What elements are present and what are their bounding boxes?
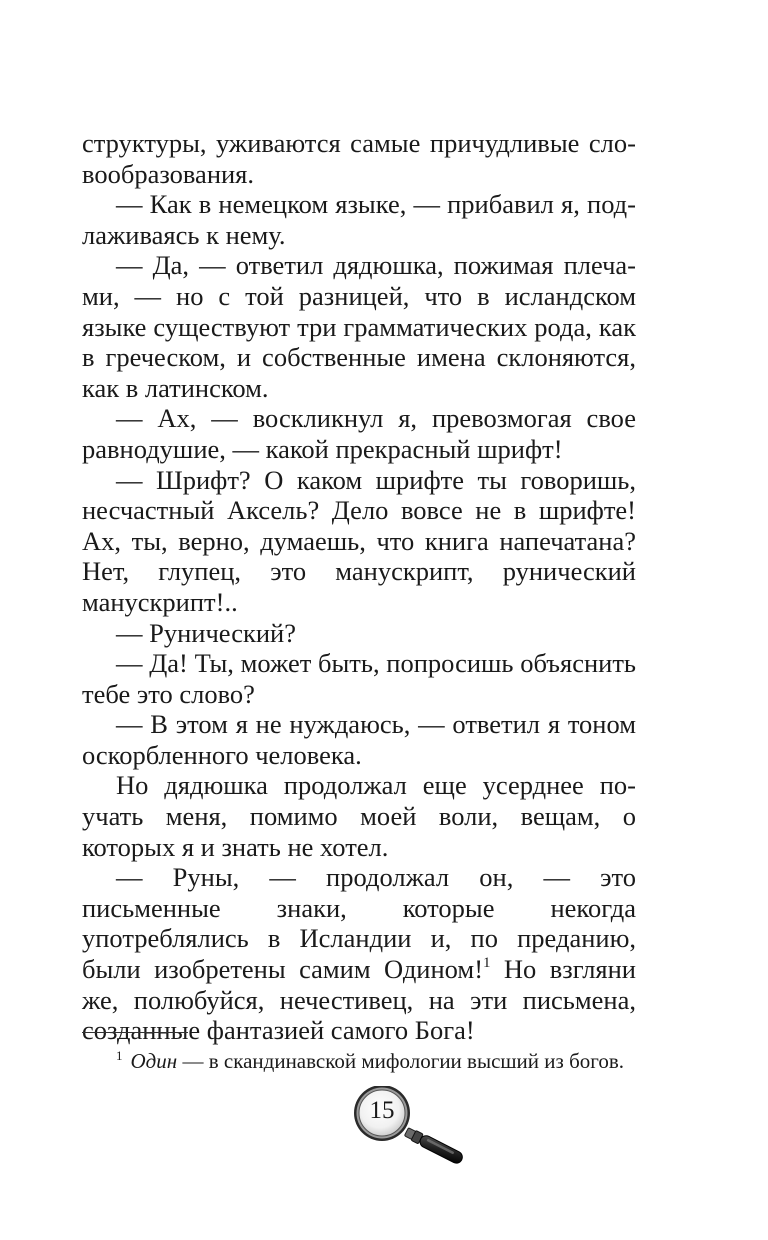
main-text [82, 128, 636, 1046]
page-number-badge [350, 1086, 480, 1166]
paragraph: Но дядюшка продолжал еще усерднее поучать меня, помимо моей воли, вещам, о которых я и знать не хотел. [82, 770, 636, 862]
footnote-divider [82, 1032, 188, 1033]
paragraph: — Да! Ты, может быть, попросишь объяснить тебе это слово? [82, 648, 636, 709]
paragraph: — Рунический? [116, 617, 296, 648]
paragraph-text-after-ref: Но взгляни же, полюбуйся, нечестивец, на эти письмена, созданные фантазией самого Бога! [82, 954, 636, 1046]
footnote-text: — в скандинавской мифологии высший из богов. [177, 1049, 625, 1073]
paragraph: — В этом я не нуждаюсь, — ответил я тоном оскорбленного человека. [82, 709, 636, 770]
footnote [82, 1042, 636, 1075]
paragraph: — Да, — ответил дядюшка, пожимая плечами, — но с той разницей, что в исландском языке существуют три грамматических рода, как в греческом, и собственные имена склоняются, как в латинском. [82, 250, 636, 403]
paragraph-text-before-ref: — Руны, — продолжал он, — это письменные знаки, которые некогда употреблялись в Исландии и, по преданию, были изобретены самим Одином! [82, 862, 636, 985]
paragraph: — Как в немецком языке, — прибавил я, подлаживаясь к нему. [82, 189, 636, 250]
paragraph: — Ах, — воскликнул я, превозмогая свое равнодушие, — какой прекрасный шрифт! [82, 403, 636, 464]
footnote-number: 1 [116, 1048, 123, 1063]
footnote-term: Один [130, 1049, 178, 1073]
paragraph: структуры, уживаются самые причудливые словообразования. [82, 128, 636, 189]
paragraph: — Шрифт? О каком шрифте ты говоришь, несчастный Аксель? Дело вовсе не в шрифте! Ах, ты, верно, думаешь, что книга напечатана? Нет, глупец, это манускрипт, рунический манускрипт!.. [82, 464, 636, 617]
page-body [82, 128, 636, 1046]
paragraph-with-footnote-ref [82, 862, 636, 1046]
footnote-reference[interactable]: 1 [483, 955, 491, 972]
page-number: 15 [369, 1097, 395, 1124]
